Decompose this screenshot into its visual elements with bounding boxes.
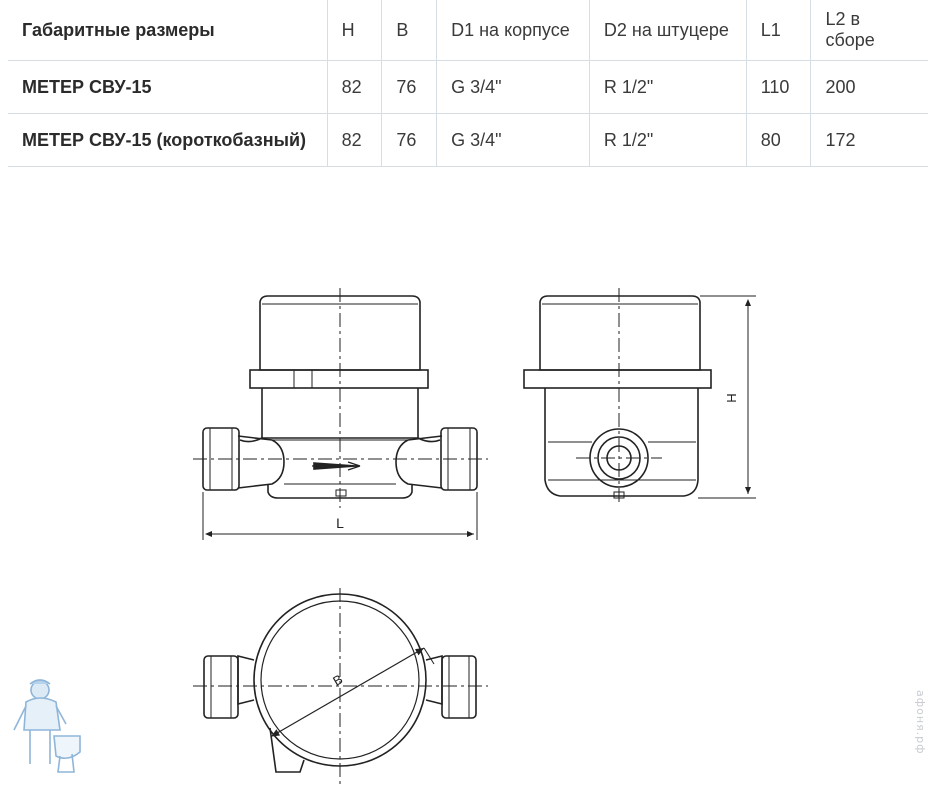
table-cell-d2: R 1/2" (589, 114, 746, 167)
table-cell-b: 76 (382, 114, 437, 167)
table-cell-model: МЕТЕР СВУ-15 (8, 61, 327, 114)
table-cell-h: 82 (327, 61, 382, 114)
table-cell-b: 76 (382, 61, 437, 114)
header-cell-d2: D2 на штуцере (589, 0, 746, 61)
table-cell-l2: 172 (811, 114, 928, 167)
table-cell-l1: 80 (746, 114, 811, 167)
plumber-logo-icon (14, 680, 80, 772)
table-cell-model: МЕТЕР СВУ-15 (короткобазный) (8, 114, 327, 167)
table-cell-l2: 200 (811, 61, 928, 114)
header-cell-d1: D1 на корпусе (437, 0, 590, 61)
header-cell-h: H (327, 0, 382, 61)
table-cell-l1: 110 (746, 61, 811, 114)
table-cell-d2: R 1/2" (589, 61, 746, 114)
dimension-label-b: B (330, 671, 346, 689)
side-view (524, 288, 756, 504)
header-cell-l2: L2 в сборе (811, 0, 928, 61)
header-cell-dimensions: Габаритные размеры (8, 0, 327, 61)
watermark-text: афоня.рф (914, 690, 927, 755)
table-cell-d1: G 3/4" (437, 114, 590, 167)
front-view (193, 288, 488, 540)
header-cell-b: B (382, 0, 437, 61)
header-cell-l1: L1 (746, 0, 811, 61)
dimension-label-l: L (336, 515, 344, 531)
watermark (891, 690, 931, 790)
table-cell-h: 82 (327, 114, 382, 167)
table-cell-d1: G 3/4" (437, 61, 590, 114)
dimension-label-h: H (724, 393, 739, 403)
